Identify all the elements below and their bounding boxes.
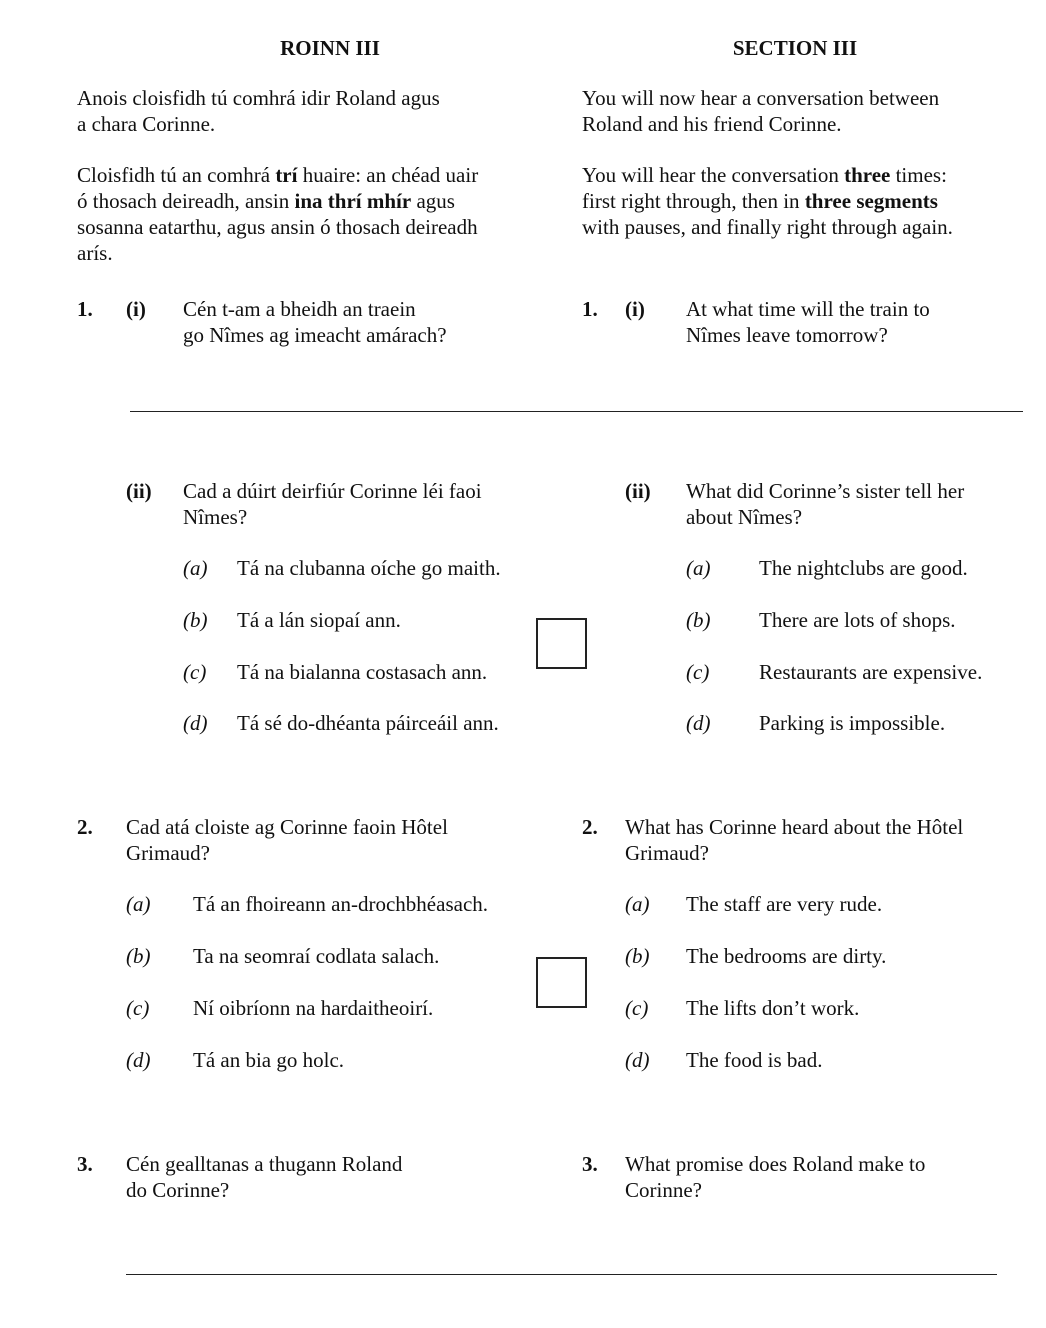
text-line: arís.: [77, 241, 113, 265]
text-line: sosanna eatarthu, agus ansin ó thosach deireadh: [77, 215, 478, 239]
option-letter: (b): [686, 608, 711, 632]
text-line: You will now hear a conversation between: [582, 86, 940, 110]
text-line: Grimaud?: [625, 841, 709, 865]
text-line: Cloisfidh tú an comhrá trí huaire: an chéad uair: [77, 163, 479, 187]
text-line: go Nîmes ag imeacht amárach?: [183, 323, 447, 347]
intro-irish-2: [77, 162, 537, 266]
option-letter: (d): [183, 711, 208, 735]
text-line: You will hear the conversation three times:: [582, 163, 947, 187]
option-irish-a: Tá na clubanna oíche go maith.: [237, 556, 501, 580]
option-letter: (d): [686, 711, 711, 735]
answer-box-2[interactable]: [536, 957, 587, 1008]
sub-question-label: (ii): [126, 479, 152, 503]
option-letter: (a): [126, 892, 151, 916]
answer-line-1i[interactable]: [130, 411, 1023, 412]
option-irish-d: Tá an bia go holc.: [193, 1048, 345, 1072]
text-line: What did Corinne’s sister tell her: [686, 479, 965, 503]
text-line: Corinne?: [625, 1178, 702, 1202]
option-english-a: The nightclubs are good.: [759, 556, 968, 580]
answer-box-1ii[interactable]: [536, 618, 587, 669]
sub-question-label: (i): [625, 297, 645, 321]
sub-question-label: (ii): [625, 479, 651, 503]
text-line: Grimaud?: [126, 841, 210, 865]
option-letter: (b): [183, 608, 208, 632]
text-line: a chara Corinne.: [77, 112, 216, 136]
answer-line-3[interactable]: [126, 1274, 997, 1275]
intro-english-1: [582, 85, 1022, 137]
text-line: Nîmes?: [183, 505, 248, 529]
option-letter: (a): [625, 892, 650, 916]
text-line: Cén t-am a bheidh an traein: [183, 297, 416, 321]
question-1i-irish: [183, 296, 543, 348]
option-irish-b: Ta na seomraí codlata salach.: [193, 944, 440, 968]
option-english-d: Parking is impossible.: [759, 711, 946, 735]
option-letter: (c): [183, 660, 207, 684]
text-line: ó thosach deireadh, ansin ina thrí mhír agus: [77, 189, 455, 213]
question-1ii-irish: [183, 478, 543, 530]
question-3-irish: [126, 1151, 546, 1203]
option-irish-c: Ní oibríonn na hardaitheoirí.: [193, 996, 434, 1020]
option-irish-b: Tá a lán siopaí ann.: [237, 608, 401, 632]
question-number: 3.: [582, 1152, 598, 1176]
question-number: 3.: [77, 1152, 93, 1176]
text-line: Cén gealltanas a thugann Roland: [126, 1152, 403, 1176]
text-line: What promise does Roland make to: [625, 1152, 926, 1176]
option-irish-a: Tá an fhoireann an-drochbhéasach.: [193, 892, 489, 916]
text-line: first right through, then in three segments: [582, 189, 938, 213]
section-heading-irish: ROINN III: [280, 36, 380, 60]
text-line: What has Corinne heard about the Hôtel: [625, 815, 964, 839]
question-2-english: [625, 814, 1025, 866]
question-3-english: [625, 1151, 1025, 1203]
option-letter: (b): [625, 944, 650, 968]
intro-irish-1: [77, 85, 517, 137]
option-letter: (c): [126, 996, 150, 1020]
option-irish-d: Tá sé do-dhéanta páirceáil ann.: [237, 711, 499, 735]
option-english-a: The staff are very rude.: [686, 892, 883, 916]
option-letter: (a): [686, 556, 711, 580]
text-line: about Nîmes?: [686, 505, 803, 529]
text-line: Nîmes leave tomorrow?: [686, 323, 888, 347]
intro-english-2: [582, 162, 1022, 240]
option-english-c: Restaurants are expensive.: [759, 660, 983, 684]
question-number: 2.: [77, 815, 93, 839]
option-letter: (a): [183, 556, 208, 580]
question-number: 2.: [582, 815, 598, 839]
text-line: do Corinne?: [126, 1178, 230, 1202]
option-english-d: The food is bad.: [686, 1048, 823, 1072]
text-line: Cad atá cloiste ag Corinne faoin Hôtel: [126, 815, 448, 839]
question-number: 1.: [582, 297, 598, 321]
text-line: with pauses, and finally right through again.: [582, 215, 953, 239]
option-letter: (c): [686, 660, 710, 684]
text-line: Anois cloisfidh tú comhrá idir Roland agus: [77, 86, 440, 110]
option-english-b: There are lots of shops.: [759, 608, 956, 632]
option-letter: (c): [625, 996, 649, 1020]
option-letter: (b): [126, 944, 151, 968]
text-line: Roland and his friend Corinne.: [582, 112, 842, 136]
option-letter: (d): [625, 1048, 650, 1072]
text-line: At what time will the train to: [686, 297, 930, 321]
option-english-b: The bedrooms are dirty.: [686, 944, 887, 968]
text-line: Cad a dúirt deirfiúr Corinne léi faoi: [183, 479, 482, 503]
section-heading-english: SECTION III: [732, 36, 858, 60]
question-2-irish: [126, 814, 546, 866]
sub-question-label: (i): [126, 297, 146, 321]
option-irish-c: Tá na bialanna costasach ann.: [237, 660, 488, 684]
question-1i-english: [686, 296, 1016, 348]
question-number: 1.: [77, 297, 93, 321]
option-english-c: The lifts don’t work.: [686, 996, 860, 1020]
question-1ii-english: [686, 478, 1016, 530]
option-letter: (d): [126, 1048, 151, 1072]
